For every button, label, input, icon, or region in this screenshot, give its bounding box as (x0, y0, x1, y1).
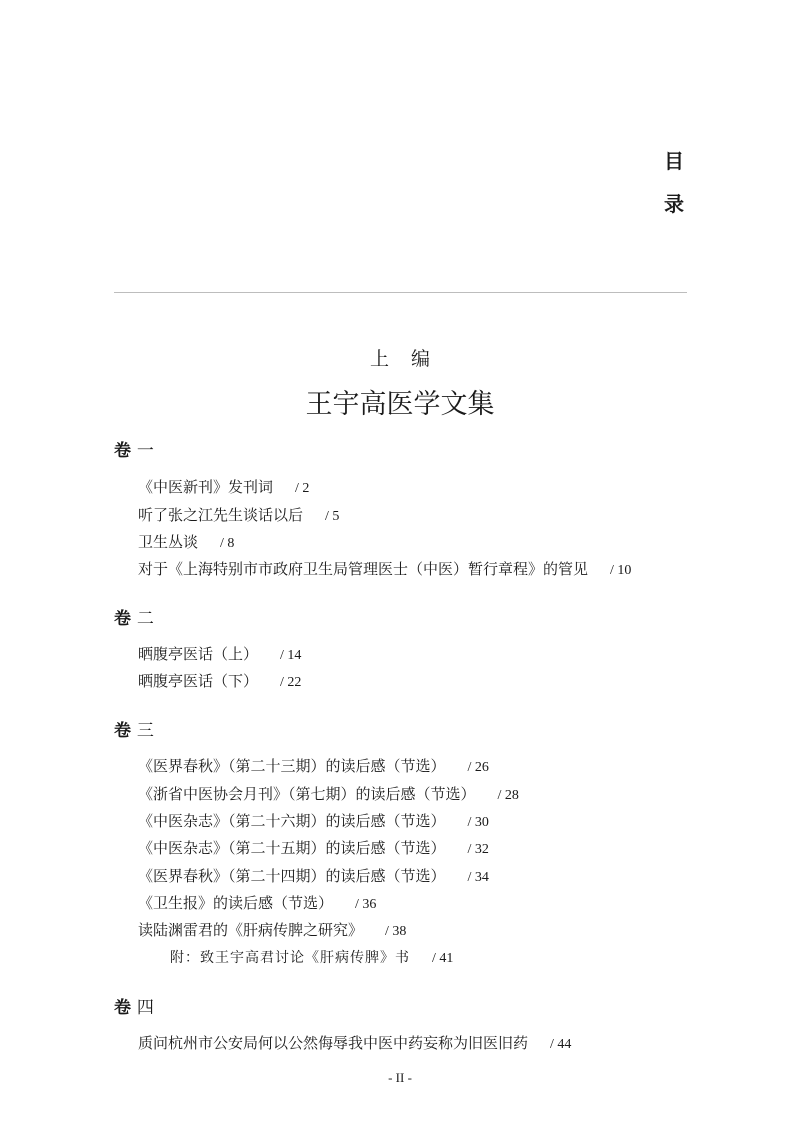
entry-title: 晒腹亭医话（上） (138, 645, 259, 663)
toc-entry[interactable] (138, 893, 376, 915)
entry-page: / 22 (280, 675, 302, 690)
entry-title: 《医界春秋》（第二十四期）的读后感（节选） (138, 867, 446, 885)
entry-page: / 10 (610, 563, 632, 578)
entry-title: 《中医杂志》（第二十六期）的读后感（节选） (138, 812, 446, 830)
volume-heading (114, 716, 154, 741)
entry-title: 读陆渊雷君的《肝病传脾之研究》 (138, 921, 364, 939)
entry-title: 卫生丛谈 (138, 533, 199, 551)
volume-label: 卷 (114, 441, 131, 461)
volume-number: 二 (136, 609, 154, 629)
entry-title: 听了张之江先生谈话以后 (138, 506, 304, 524)
toc-subentry[interactable] (170, 948, 453, 969)
collection-title: 王宇高医学文集 (305, 389, 495, 420)
entry-title: 《医界春秋》（第二十三期）的读后感（节选） (138, 757, 446, 775)
entry-title: 晒腹亭医话（下） (138, 672, 259, 690)
entry-title: 《中医新刊》发刊词 (138, 478, 274, 496)
volume-label: 卷 (114, 609, 131, 629)
entry-page: / 2 (295, 481, 310, 496)
volume-number: 一 (136, 441, 154, 461)
entry-page: / 8 (220, 536, 235, 551)
toc-entry[interactable] (138, 838, 489, 860)
toc-entry[interactable] (138, 644, 301, 666)
volume-heading (114, 436, 154, 461)
volume-number: 三 (136, 721, 154, 741)
entry-page: / 30 (467, 815, 489, 830)
entry-title: 附：致王宇高君讨论《肝病传脾》书 (170, 950, 410, 966)
entry-page: / 14 (280, 648, 302, 663)
entry-title: 对于《上海特别市市政府卫生局管理医士（中医）暂行章程》的管见 (138, 560, 589, 578)
toc-entry[interactable] (138, 559, 631, 581)
toc-entry[interactable] (138, 505, 339, 527)
heading-char-mu: 目 (664, 149, 684, 173)
toc-entry[interactable] (138, 756, 489, 778)
divider (114, 292, 687, 293)
entry-title: 质问杭州市公安局何以公然侮辱我中医中药妄称为旧医旧药 (138, 1034, 529, 1052)
entry-page: / 38 (385, 924, 407, 939)
volume-label: 卷 (114, 998, 131, 1018)
toc-entry[interactable] (138, 784, 519, 806)
entry-page: / 34 (467, 870, 489, 885)
entry-title: 《卫生报》的读后感（节选） (138, 894, 334, 912)
entry-title: 《浙省中医协会月刊》（第七期）的读后感（节选） (138, 785, 476, 803)
part-label: 上编 (369, 348, 452, 370)
entry-page: / 36 (355, 897, 377, 912)
entry-page: / 44 (550, 1037, 572, 1052)
entry-page: / 32 (467, 842, 489, 857)
toc-entry[interactable] (138, 1033, 571, 1055)
heading-char-lu: 录 (664, 192, 684, 216)
volume-heading (114, 604, 154, 629)
entry-page: / 28 (497, 788, 519, 803)
toc-entry[interactable] (138, 920, 406, 942)
toc-entry[interactable] (138, 477, 309, 499)
entry-page: / 5 (325, 509, 340, 524)
page-number: - II - (388, 1070, 412, 1085)
toc-entry[interactable] (138, 866, 489, 888)
entry-page: / 41 (432, 951, 454, 966)
volume-label: 卷 (114, 721, 131, 741)
entry-page: / 26 (467, 760, 489, 775)
volume-number: 四 (136, 998, 154, 1018)
toc-entry[interactable] (138, 532, 234, 554)
toc-entry[interactable] (138, 811, 489, 833)
toc-entry[interactable] (138, 671, 301, 693)
entry-title: 《中医杂志》（第二十五期）的读后感（节选） (138, 839, 446, 857)
volume-heading (114, 993, 154, 1018)
